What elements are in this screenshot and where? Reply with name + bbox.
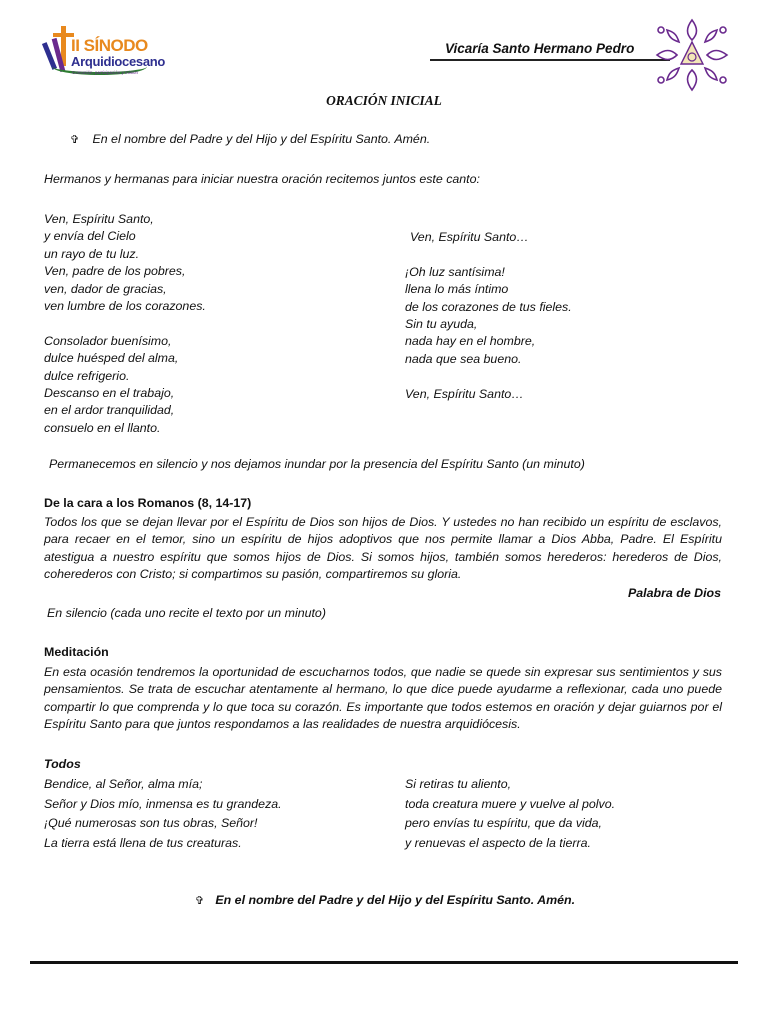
reading-closing: Palabra de Dios bbox=[628, 586, 721, 600]
hymn-right-column bbox=[405, 229, 572, 403]
hymn-left-column bbox=[44, 211, 206, 437]
psalm-line: pero envías tu espíritu, que da vida, bbox=[405, 816, 602, 830]
psalm-line: y renuevas el aspecto de la tierra. bbox=[405, 835, 591, 850]
hymn-line: en el ardor tranquilidad, bbox=[44, 403, 175, 418]
logo-tagline: Comunión, participación y misión bbox=[72, 70, 139, 75]
hymn-line: ven lumbre de los corazones. bbox=[44, 299, 206, 314]
psalm-line: Señor y Dios mío, inmensa es tu grandeza. bbox=[44, 796, 282, 811]
psalm-line: toda creatura muere y vuelve al polvo. bbox=[405, 796, 616, 811]
footer-divider bbox=[30, 961, 738, 964]
hymn-line: nada que sea bueno. bbox=[405, 351, 522, 366]
header-divider bbox=[430, 59, 670, 61]
closing-invocation bbox=[0, 892, 768, 910]
todos-right-column bbox=[405, 775, 615, 853]
hymn-line: consuelo en el llanto. bbox=[44, 420, 161, 435]
stanza-gap bbox=[405, 246, 572, 263]
closing-invocation-text: En el nombre del Padre y del Hijo y del Espíritu Santo. Amén. bbox=[215, 893, 576, 907]
hymn-line: y envía del Cielo bbox=[44, 229, 136, 244]
meditation-text: En esta ocasión tendremos la oportunidad de escucharnos todos, que nadie se quede sin expresar sus sentimientos y sus pensamientos. Se trata de escuchar atentamente al hermano, lo que dice puede ayudarme a reflexionar, cada uno puede compartir lo que comprenda y lo que toca su corazón. Es importante que todos estemos en oración y dejar guiarnos por el Espíritu Santo para que juntos respondamos a las realidades de nuestra arquidiócesis. bbox=[44, 665, 722, 732]
meditation-title: Meditación bbox=[44, 645, 109, 659]
hymn-line: dulce refrigerio. bbox=[44, 368, 130, 383]
hymn-line: llena lo más íntimo bbox=[405, 282, 509, 297]
ornamental-emblem-icon bbox=[653, 16, 731, 94]
hymn-line: Ven, Espíritu Santo, bbox=[44, 212, 154, 226]
cross-icon: ✞ bbox=[70, 134, 80, 146]
silence-instruction-2: En silencio (cada uno recite el texto por un minuto) bbox=[47, 606, 326, 620]
hymn-line: de los corazones de tus fieles. bbox=[405, 299, 572, 314]
hymn-line: un rayo de tu luz. bbox=[44, 246, 140, 261]
hymn-line: Consolador buenísimo, bbox=[44, 333, 172, 348]
reading-text: Todos los que se dejan llevar por el Espíritu de Dios son hijos de Dios. Y ustedes no han recibido un espíritu de esclavos, para recaer en el temor, sino un espíritu de hijos adoptivos que nos permite llamar a Dios Abba, Padre. El Espíritu atestigua a nuestro espíritu que somos hijos de Dios. Si somos hijos, también somos herederos: herederos de Dios, coherederos con Cristo; si compartimos su pasión, compartiremos su gloria. bbox=[44, 515, 722, 582]
stanza-gap bbox=[44, 315, 206, 332]
silence-instruction-1: Permanecemos en silencio y nos dejamos inundar por la presencia del Espíritu Santo (un minuto) bbox=[49, 457, 585, 471]
hymn-line: Ven, padre de los pobres, bbox=[44, 264, 186, 279]
opening-invocation-text: En el nombre del Padre y del Hijo y del Espíritu Santo. Amén. bbox=[92, 132, 431, 146]
hymn-line: ven, dador de gracias, bbox=[44, 281, 167, 296]
hymn-refrain: Ven, Espíritu Santo… bbox=[410, 230, 529, 244]
logo-title: II SÍNODO bbox=[71, 36, 148, 55]
page-title: ORACIÓN INICIAL bbox=[326, 93, 442, 108]
hymn-line: ¡Oh luz santísima! bbox=[405, 264, 505, 279]
hymn-line: nada hay en el hombre, bbox=[405, 334, 536, 349]
psalm-line: Si retiras tu aliento, bbox=[405, 777, 512, 791]
stanza-gap bbox=[405, 368, 572, 385]
sinodo-logo bbox=[44, 24, 166, 80]
todos-title: Todos bbox=[44, 757, 81, 771]
opening-invocation bbox=[70, 131, 430, 149]
hymn-line: Descanso en el trabajo, bbox=[44, 386, 175, 401]
psalm-line: ¡Qué numerosas son tus obras, Señor! bbox=[44, 816, 258, 830]
cross-icon: ✞ bbox=[194, 895, 205, 907]
intro-text: Hermanos y hermanas para iniciar nuestra oración recitemos juntos este canto: bbox=[44, 172, 480, 186]
logo-subtitle: Arquidiocesano bbox=[71, 54, 166, 69]
psalm-line: La tierra está llena de tus creaturas. bbox=[44, 835, 242, 850]
hymn-line: dulce huésped del alma, bbox=[44, 351, 179, 366]
vicaria-name: Vicaría Santo Hermano Pedro bbox=[445, 41, 635, 56]
todos-left-column bbox=[44, 775, 282, 853]
hymn-refrain: Ven, Espíritu Santo… bbox=[405, 386, 524, 401]
reading-title: De la cara a los Romanos (8, 14-17) bbox=[44, 496, 252, 510]
psalm-line: Bendice, al Señor, alma mía; bbox=[44, 777, 203, 791]
hymn-line: Sin tu ayuda, bbox=[405, 317, 478, 332]
